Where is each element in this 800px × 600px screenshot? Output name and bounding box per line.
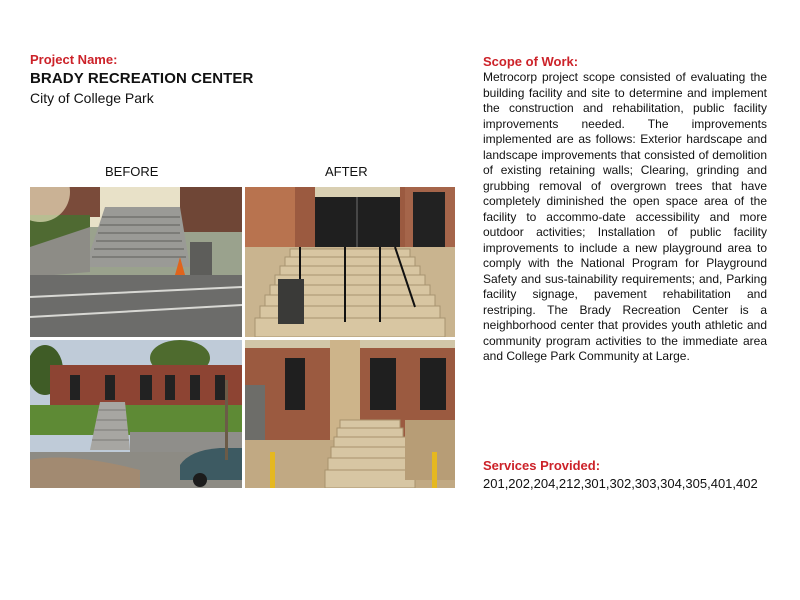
- scope-of-work-label: Scope of Work:: [483, 54, 579, 69]
- scope-of-work-text: Metrocorp project scope consisted of evaluating the building facility and site to determine and implement the construction and rehabilitation, public facility improvements needed. The improvements implemented are as follows: Exterior hardscape and landscape improvements that consisted of demolition of existing retaining walls; Clearing, grinding and grubbing removal of overgrown trees that have completely diminished the open space area of the facility to accommo-date accessibility and more outdoor activities; Installation of public facility improvements to include a new playground area to comply with the National Program for Playground Safety and sus-tainability requirements; and, Parking facility signage, pavement rehabilitation and restriping. The Brady Recreation Center is a neighborhood center that provides youth athletic and community program activities to the immediate area and College Park Community at Large.: [483, 70, 767, 363]
- project-name: BRADY RECREATION CENTER: [30, 70, 254, 87]
- before-photo-building: [30, 340, 242, 488]
- before-heading: BEFORE: [105, 164, 159, 179]
- project-client: City of College Park: [30, 90, 154, 106]
- before-photo-stairs: [30, 187, 242, 337]
- project-name-label: Project Name:: [30, 52, 118, 67]
- after-heading: AFTER: [325, 164, 368, 179]
- after-photo-entrance: [245, 187, 455, 337]
- services-provided-label: Services Provided:: [483, 458, 601, 473]
- services-provided-codes: 201,202,204,212,301,302,303,304,305,401,402: [483, 476, 758, 491]
- after-photo-stairs: [245, 340, 455, 488]
